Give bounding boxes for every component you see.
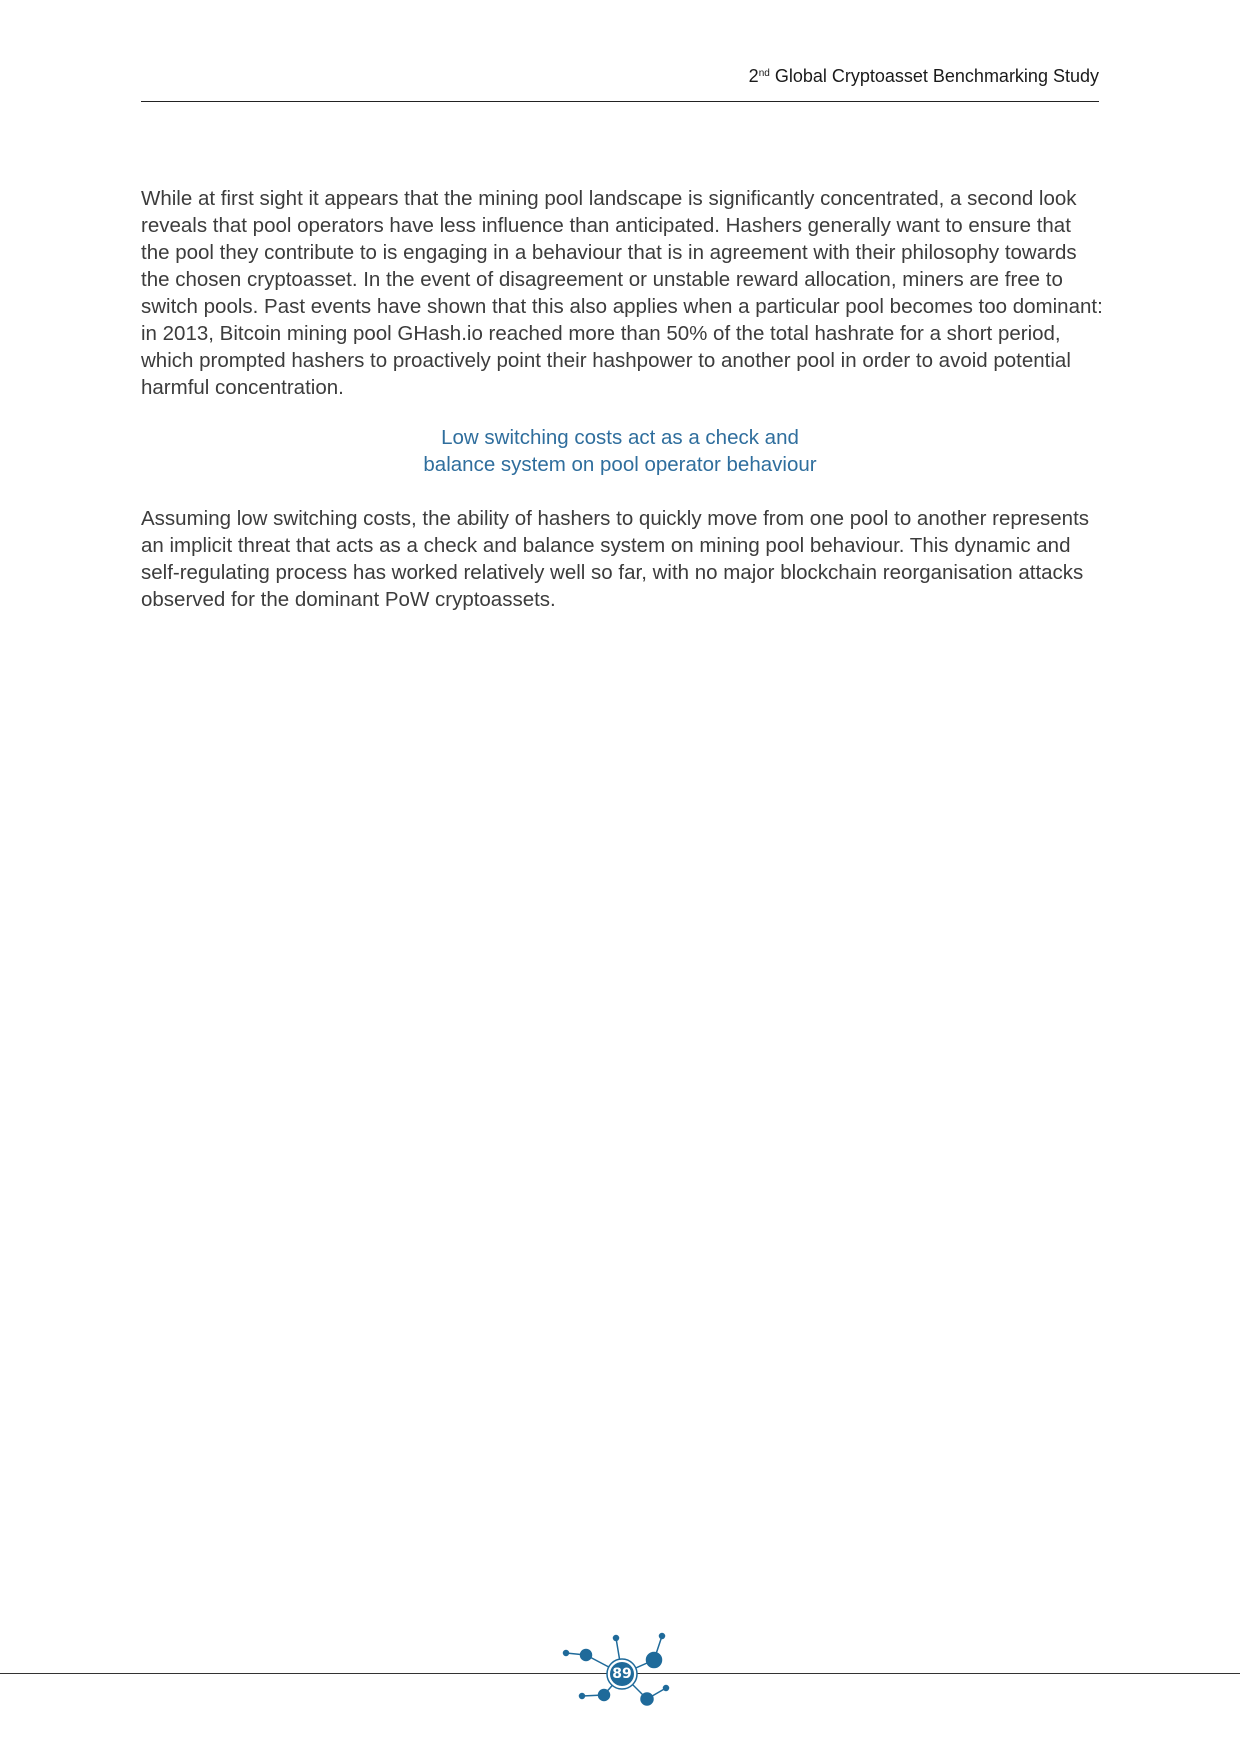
header-title: Global Cryptoasset Benchmarking Study <box>774 66 1099 86</box>
body-paragraph-2: Assuming low switching costs, the ability of hashers to quickly move from one pool to another represents an implicit threat that acts as a check and balance system on mining pool behaviour. This dynamic and self-regulating process has worked relatively well so far, with no major blockchain reorganisation attacks observed for the dominant PoW cryptoassets. <box>141 507 1090 611</box>
callout-quote <box>141 424 1099 478</box>
header-divider <box>141 101 1099 102</box>
header-ordinal-suffix: nd <box>758 68 770 79</box>
header-ordinal-number: 2 <box>748 66 759 86</box>
body-paragraph-1: While at first sight it appears that the mining pool landscape is significantly concentrated, a second look reveals that pool operators have less influence than anticipated. Hashers generally want to ensure that the pool they contribute to is engaging in a behaviour that is in agreement with their philosophy towards the chosen cryptoasset. In the event of disagreement or unstable reward allocation, miners are free to switch pools. Past events have shown that this also applies when a particular pool becomes too dominant: in 2013, Bitcoin mining pool GHash.io reached more than 50% of the total hashrate for a short period, which prompted hashers to proactively point their hashpower to another pool in order to avoid potential harmful concentration. <box>141 187 1103 399</box>
running-header <box>141 64 1099 88</box>
callout-line-1: Low switching costs act as a check and <box>441 426 799 449</box>
page-number: 89 <box>612 1666 632 1682</box>
callout-line-2: balance system on pool operator behaviour <box>423 453 817 476</box>
